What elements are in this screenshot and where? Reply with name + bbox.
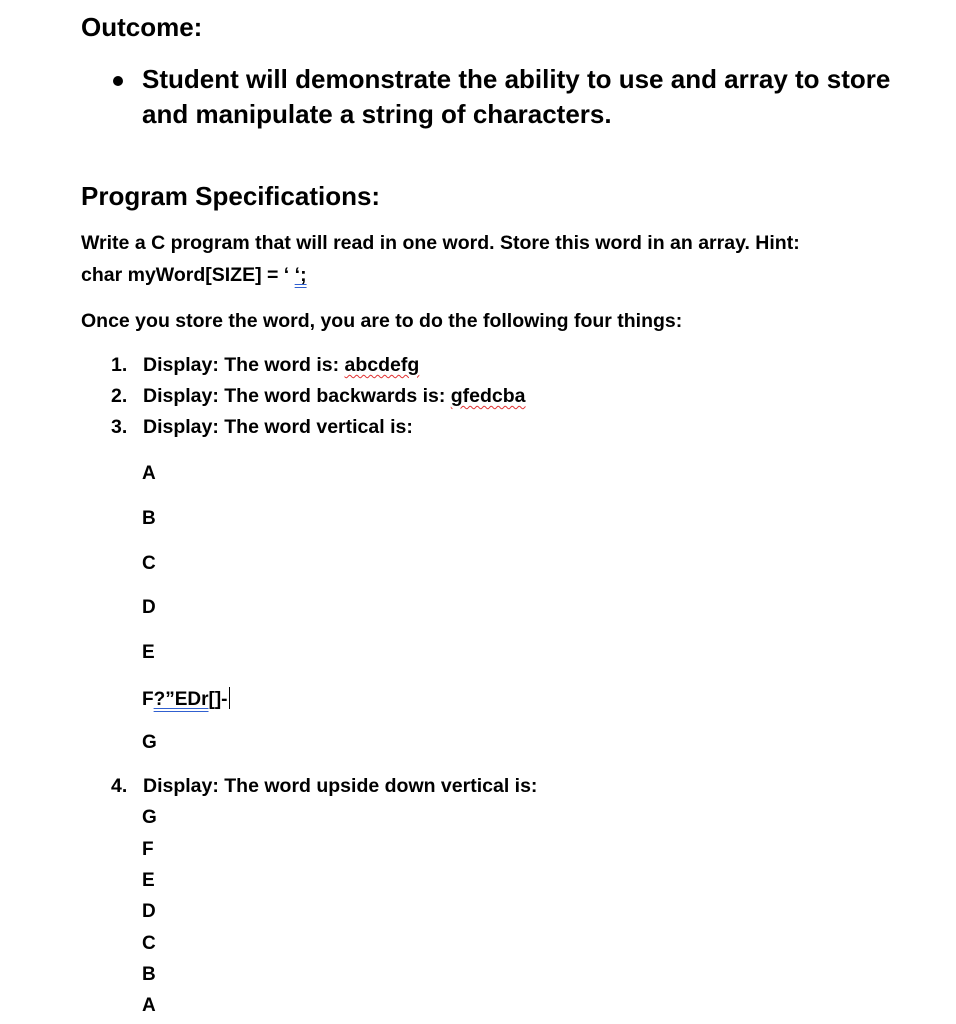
vertical-letter: C xyxy=(142,553,156,574)
list-text: Display: The word backwards is: xyxy=(143,385,451,407)
upside-down-letter: A xyxy=(142,995,156,1016)
outcome-heading: Outcome: xyxy=(81,12,203,42)
upside-down-letter: B xyxy=(142,964,156,985)
vertical-letter: D xyxy=(142,597,156,618)
code-hint: char myWord[SIZE] = ‘ xyxy=(81,264,295,286)
list-number: 1. xyxy=(111,354,128,376)
list-item-1 xyxy=(0,354,956,380)
text-cursor xyxy=(229,687,230,709)
bullet-icon xyxy=(113,76,123,86)
spec-paragraph-2: Once you store the word, you are to do the following four things: xyxy=(81,310,683,332)
vertical-letter-f-edited[interactable]: F?”EDr[]- xyxy=(142,689,228,710)
typo-text: ?”EDr xyxy=(153,689,209,710)
spec-paragraph-line2 xyxy=(81,264,307,287)
code-hint-end: ‘; xyxy=(294,264,307,286)
upside-down-letter: F xyxy=(142,839,154,860)
vertical-letter: B xyxy=(142,508,156,529)
upside-down-letter: C xyxy=(142,933,156,954)
upside-down-letter: D xyxy=(142,901,156,922)
list-item-4 xyxy=(0,775,956,801)
list-text: Display: The word upside down vertical is: xyxy=(143,775,538,797)
list-text: Display: The word vertical is: xyxy=(143,416,413,438)
upside-down-letter: E xyxy=(142,870,155,891)
list-text: Display: The word is: xyxy=(143,354,345,376)
list-number: 4. xyxy=(111,775,128,797)
vertical-letter: E xyxy=(142,642,155,663)
vertical-letter: A xyxy=(142,463,156,484)
upside-down-letter: G xyxy=(142,807,157,828)
misspelled-word: abcdefg xyxy=(344,354,420,376)
list-item-2 xyxy=(0,385,956,411)
vertical-letter: G xyxy=(142,732,157,753)
list-number: 3. xyxy=(111,416,128,438)
program-specs-heading: Program Specifications: xyxy=(81,181,381,211)
list-number: 2. xyxy=(111,385,128,407)
list-item-3 xyxy=(0,416,956,442)
outcome-bullet-text: Student will demonstrate the ability to use and array to store and manipulate a string of characters. xyxy=(142,64,891,129)
spec-paragraph-line1: Write a C program that will read in one word. Store this word in an array. Hint: xyxy=(81,232,800,254)
misspelled-word: gfedcba xyxy=(450,385,526,407)
